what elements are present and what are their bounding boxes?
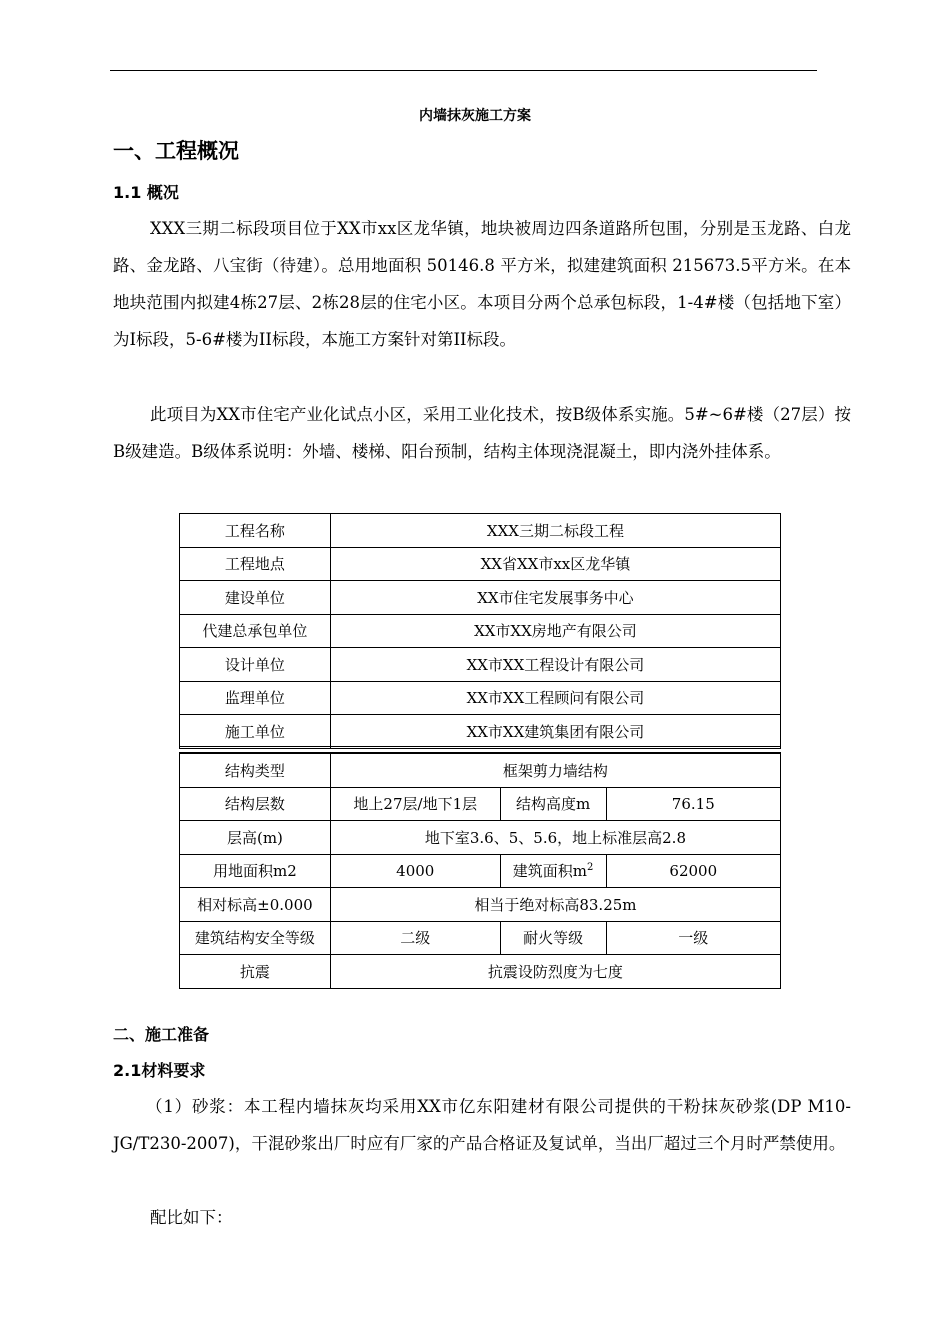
table-row [180,955,781,989]
fire-grade-value: 一级 [606,921,780,955]
table-row [180,854,781,888]
height-value: 76.15 [606,787,780,821]
table-row [180,547,781,581]
building-area-value: 62000 [606,854,780,888]
floors-label: 结构层数 [180,787,331,821]
table-label: 监理单位 [180,681,331,715]
table-row [180,921,781,955]
safety-grade-label: 建筑结构安全等级 [180,921,331,955]
table-value: XX市XX工程顾问有限公司 [330,681,780,715]
table-label: 代建总承包单位 [180,614,331,648]
overview-paragraph-1: XXX三期二标段项目位于XX市xx区龙华镇，地块被周边四条道路所包围，分别是玉龙路、白龙路、金龙路、八宝街（待建）。总用地面积 50146.8 平方米，拟建建筑面积 215673.5平方米。在本地块范围内拟建4栋27层、2栋28层的住宅小区。本项目分两个总承包标段，1-4#楼（包括地下室）为I标段，5-6#楼为II标段，本施工方案针对第II标段。 [113,219,851,349]
land-area-value: 4000 [330,854,500,888]
table-value: XX市XX房地产有限公司 [330,614,780,648]
land-area-label: 用地面积m2 [180,854,331,888]
table-value: XX市住宅发展事务中心 [330,581,780,615]
materials-paragraph-2: 配比如下： [150,1208,233,1227]
structure-type-label: 结构类型 [180,754,331,788]
elevation-value: 相当于绝对标高83.25m [330,888,780,922]
table-row [180,581,781,615]
section-2-1-heading: 2.1材料要求 [113,1061,206,1080]
table-label: 工程地点 [180,547,331,581]
table-label: 设计单位 [180,648,331,682]
storey-height-value: 地下室3.6、5、5.6，地上标准层高2.8 [330,821,780,855]
table-value: XXX三期二标段工程 [330,514,780,548]
materials-paragraph-1: （1）砂浆：本工程内墙抹灰均采用XX市亿东阳建材有限公司提供的干粉抹灰砂浆(DP M10- JG/T230-2007)，干混砂浆出厂时应有厂家的产品合格证及复试单，当出厂超过三个月时严禁使用。 [113,1097,851,1153]
section-1-1-heading: 1.1 概况 [113,183,179,202]
table-label: 工程名称 [180,514,331,548]
table-label: 施工单位 [180,715,331,749]
table-row [180,681,781,715]
table-value: XX省XX市xx区龙华镇 [330,547,780,581]
building-area-label-text: 建筑面积m [512,862,588,881]
table-label: 建设单位 [180,581,331,615]
table-row [180,614,781,648]
table-row [180,754,781,788]
seismic-label: 抗震 [180,955,331,989]
section-1-heading: 一、工程概况 [113,139,239,163]
table-row [180,821,781,855]
table-row [180,787,781,821]
superscript: 2 [587,862,594,874]
section-2-heading: 二、施工准备 [113,1025,210,1044]
table-divider [179,746,781,753]
document-title: 内墙抹灰施工方案 [419,108,531,124]
floors-value: 地上27层/地下1层 [330,787,500,821]
storey-height-label: 层高(m) [180,821,331,855]
seismic-value: 抗震设防烈度为七度 [330,955,780,989]
structure-info-table [179,753,781,989]
safety-grade-value: 二级 [330,921,500,955]
building-area-label [500,854,606,888]
table-row [180,715,781,749]
table-row [180,648,781,682]
structure-type-value: 框架剪力墙结构 [330,754,780,788]
table-row [180,888,781,922]
fire-grade-label: 耐火等级 [500,921,606,955]
table-row [180,514,781,548]
height-label: 结构高度m [500,787,606,821]
table-value: XX市XX工程设计有限公司 [330,648,780,682]
overview-paragraph-2: 此项目为XX市住宅产业化试点小区，采用工业化技术，按B级体系实施。5#~6#楼（27层）按B级建造。B级体系说明：外墙、楼梯、阳台预制，结构主体现浇混凝土，即内浇外挂体系。 [113,405,851,461]
table-value: XX市XX建筑集团有限公司 [330,715,780,749]
elevation-label: 相对标高±0.000 [180,888,331,922]
header-rule [110,70,817,71]
project-info-table [179,513,781,749]
